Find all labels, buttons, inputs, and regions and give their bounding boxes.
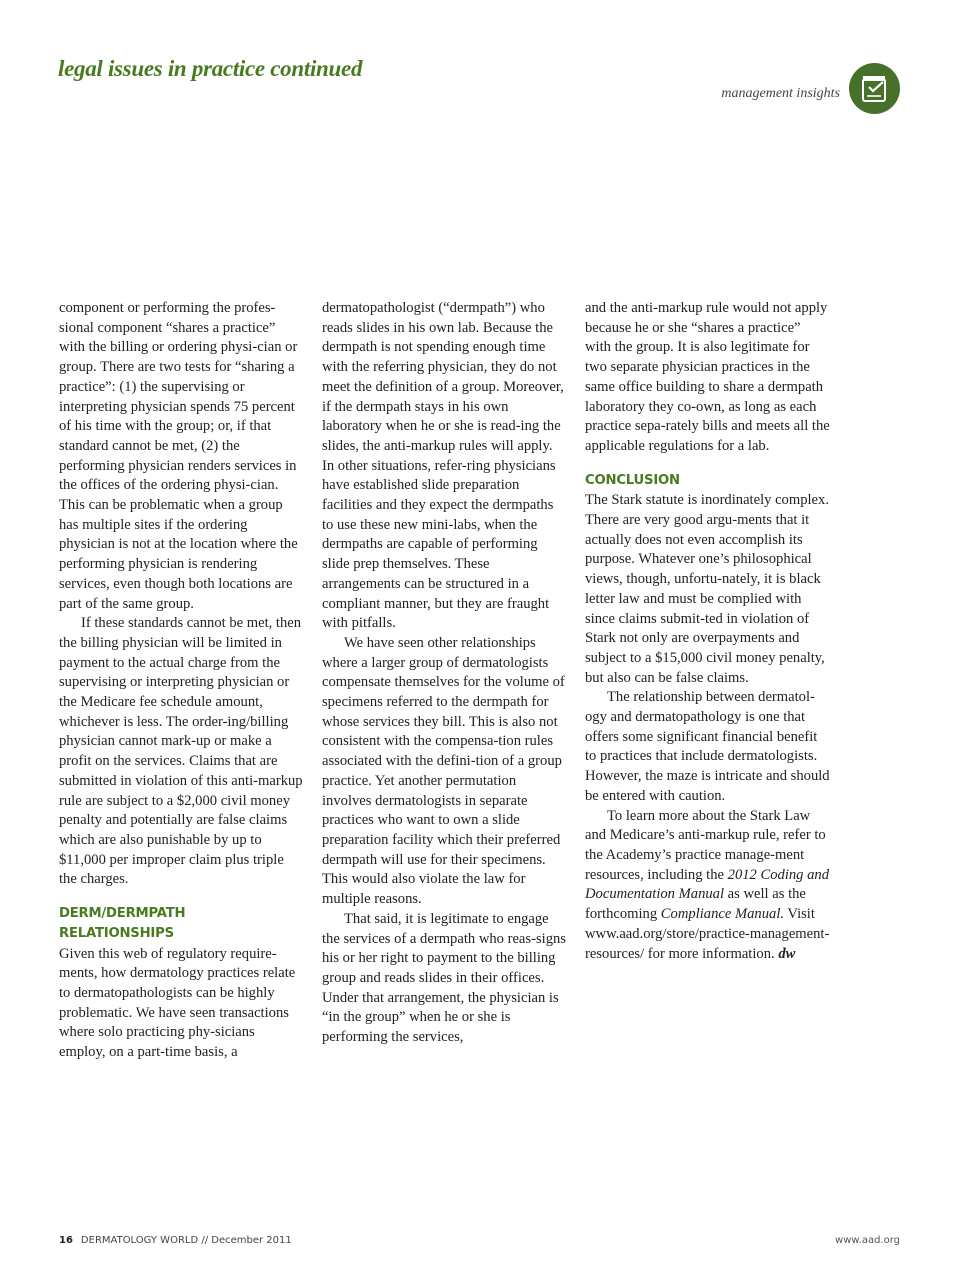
paragraph: Given this web of regulatory require-ments, how dermatology practices relate to dermatopathologists can be highly problematic. We have seen transactions where solo practicing phy-sicians employ, on a part-time basis, a <box>59 945 296 1061</box>
magazine-issue: DERMATOLOGY WORLD // December 2011 <box>80 1235 292 1246</box>
manual-title: Compliance Manual. <box>660 906 785 923</box>
paragraph: The relationship between dermatol-ogy and dermatopathology is one that offers some significant financial benefit to practices that include dermatologists. However, the maze is intricate and should be entered with caution. <box>585 689 830 804</box>
management-insights-badge <box>849 63 900 114</box>
paragraph: dermatopathologist (“dermpath”) who reads slides in his own lab. Because the dermpath is not spending enough time with the referring physician, they do not meet the definition of a group. Moreover, if the dermpath stays in his own laboratory when he or she is read-ing the slides, the anti-markup rules will apply. In other situations, refer-ring physicians have established slide preparation facilities and they expect the dermpaths to use these new mini-labs, when the dermpaths are capable of performing slide prep themselves. These arrangements can be structured in a compliant manner, but they are fraught with pitfalls. <box>322 300 564 632</box>
checklist-icon <box>861 74 889 104</box>
text-run: Visit www.aad.org/store/practice-management-resources/ for more information. <box>585 906 830 962</box>
article-column-3 <box>585 299 830 964</box>
manual-title: 2012 Coding and Documentation Manual <box>585 866 830 903</box>
article-column-2 <box>322 299 567 1048</box>
paragraph: That said, it is legitimate to engage the services of a dermpath who reas-signs his or her right to payment to the billing group and reads slides in their offices. Under that arrangement, the physician is “in the group” when he or she is performing the services, <box>322 910 566 1046</box>
page-footer <box>59 1235 900 1246</box>
text-run: To learn more about the Stark Law and Medicare’s anti-markup rule, refer to the Academy’s practice manage-ment resources, including the <box>585 807 826 883</box>
paragraph: component or performing the profes-sional component “shares a practice” with the billing or ordering physi-cian or group. There are two tests for “sharing a practice”: (1) the supervising or interpreting physician spends 75 percent of his time with the group; or, if that standard cannot be met, (2) the performing physician renders services in the offices of the ordering physi-cian. This can be problematic when a group has multiple sites if the ordering physician is not at the location where the performing physician is rendering services, even though both locations are part of the same group. <box>59 300 298 612</box>
paragraph <box>585 807 830 965</box>
page-number: 16 <box>59 1235 73 1246</box>
paragraph: We have seen other relationships where a larger group of dermatologists compensate themselves for the volume of specimens referred to the dermpath for whose services they bill. This is also not consistent with the compensa-tion rules associated with the defini-tion of a group practice. Yet another permutation involves dermatologists in separate practices who want to own a slide preparation facility which their preferred dermpath will use for their specimens. This would also violate the law for multiple reasons. <box>322 634 565 908</box>
text-run: as well as the forthcoming <box>585 886 806 923</box>
subheading-conclusion: CONCLUSION <box>585 472 680 488</box>
subheading-derm-dermpath: DERM/DERMPATH RELATIONSHIPS <box>59 906 186 941</box>
paragraph: The Stark statute is inordinately complex. There are very good argu-ments that it actually does not even accomplish its purpose. Whatever one’s philosophical views, though, unfortu-nately, it is black letter law and must be complied with since claims submit-ted in violation of Stark not only are overpayments and subject to a $15,000 civil money penalty, but also can be false claims. <box>585 492 829 686</box>
end-signature: dw <box>778 945 796 962</box>
paragraph: If these standards cannot be met, then the billing physician will be limited in payment to the actual charge from the supervising or interpreting physician or the Medicare fee schedule amount, whichever is less. The order-ing/billing physician cannot mark-up or make a profit on the services. Claims that are submitted in violation of this anti-markup rule are subject to a $2,000 civil money penalty and potentially are false claims which are also punishable by up to $11,000 per improper claim plus triple the charges. <box>59 615 303 888</box>
footer-url[interactable]: www.aad.org <box>835 1235 900 1246</box>
paragraph: and the anti-markup rule would not apply because he or she “shares a practice” with the group. It is also legitimate for two separate physician practices in the same office building to share a dermpath laboratory they co-own, as long as each practice sepa-rately bills and meets all the applicable regulations for a lab. <box>585 300 830 454</box>
section-title: legal issues in practice continued <box>58 56 363 81</box>
management-insights-label: management insights <box>721 86 840 101</box>
article-column-1 <box>59 299 304 1063</box>
